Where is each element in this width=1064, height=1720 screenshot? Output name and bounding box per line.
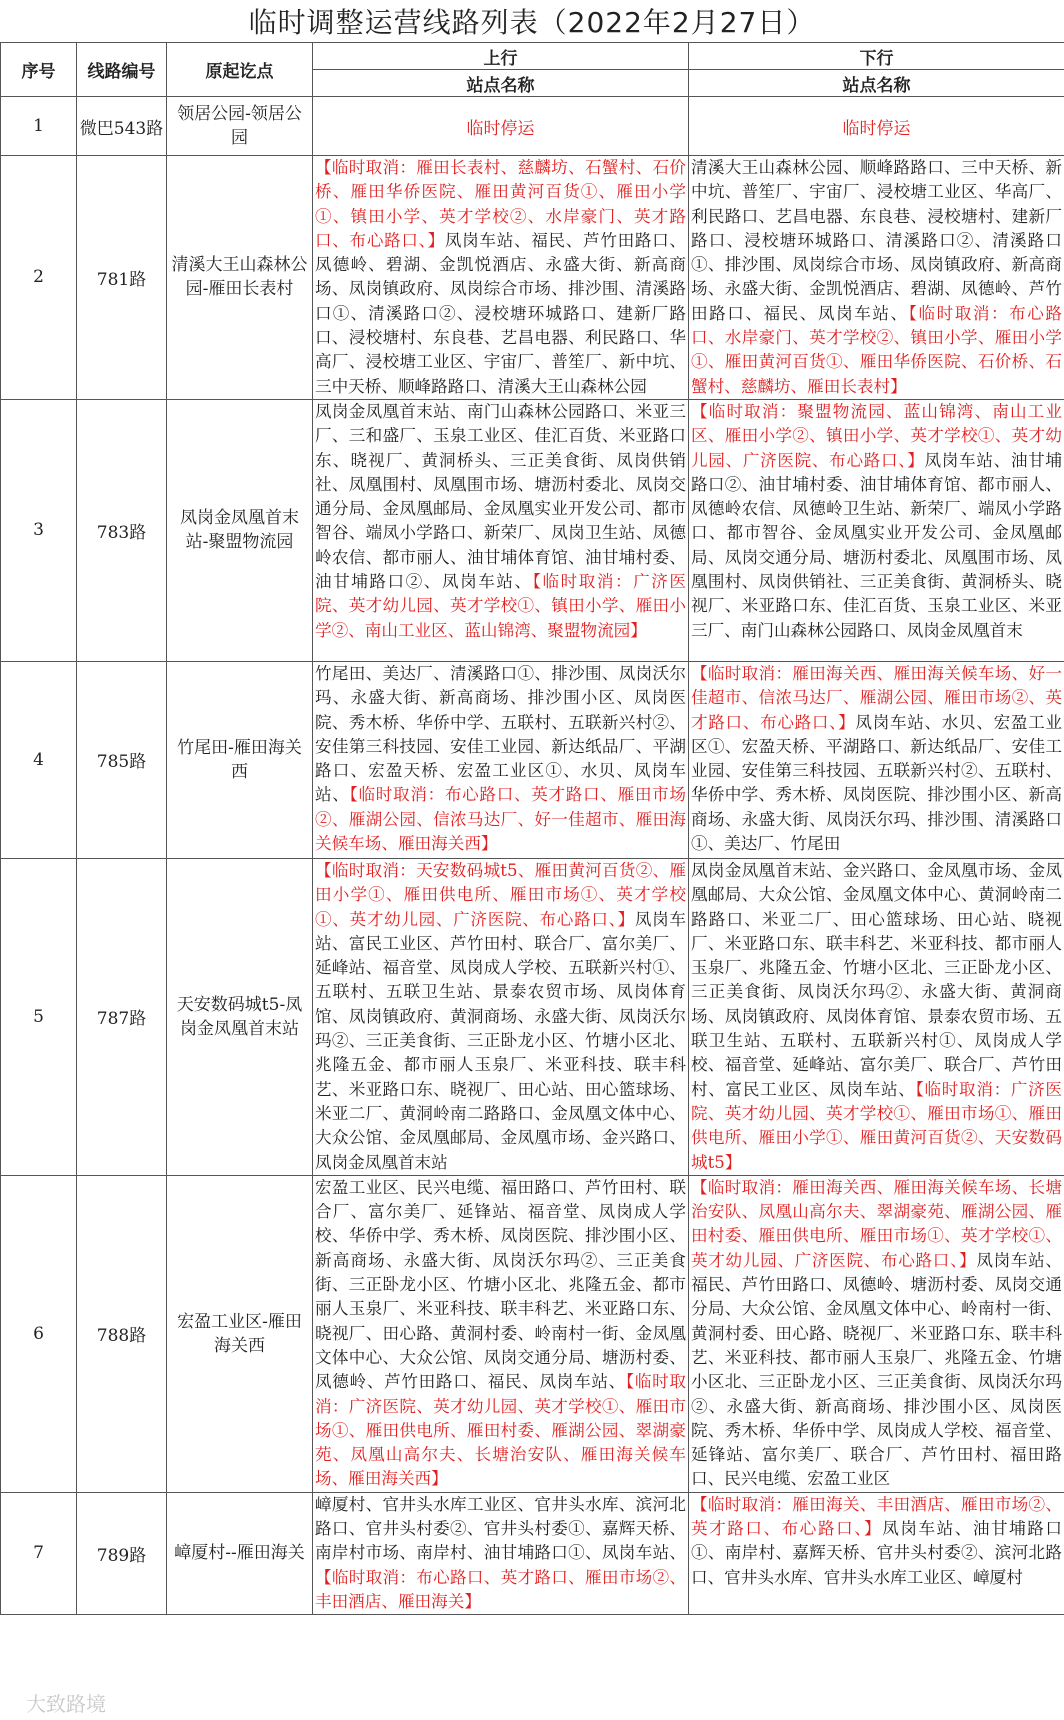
route-origin-destination: 清溪大王山森林公园-雁田长表村 bbox=[167, 156, 313, 400]
stop-list: 凤岗金凤凰首末站、南门山森林公园路口、米亚三厂、三和盛厂、玉泉工业区、佳汇百货、米亚路口东、晓视厂、黄洞桥头、三正美食街、凤岗供销社、凤凰围村、凤凰围市场、塘沥村委北、凤岗交通分局、金凤凰邮局、金凤凰实业开发公司、都市智谷、端凤小学路口、新荣厂、凤岗卫生站、凤德岭农信、都市丽人、油甘埔体育馆、油甘埔村委、油甘埔路口②、凤岗车站、 bbox=[315, 401, 686, 592]
stops-up bbox=[313, 156, 689, 400]
table-row bbox=[1, 858, 1064, 1175]
stops-up bbox=[313, 97, 689, 156]
cancelled-stops: 【临时取消：雁田长表村、慈麟坊、石蟹村、石价桥、雁田华侨医院、雁田黄河百货①、雁田小学①、镇田小学、英才学校②、水岸豪门、英才路口、布心路口、】 bbox=[315, 158, 686, 250]
stop-list: 凤岗金凤凰首末站、金兴路口、金凤凰市场、金凤凰邮局、大众公馆、金凤凰文体中心、黄洞岭南二路路口、米亚二厂、田心篮球场、田心站、晓视厂、米亚路口东、联丰科艺、米亚科技、都市丽人玉泉厂、兆隆五金、竹塘小区北、三正卧龙小区、三正美食街、凤岗沃尔玛②、永盛大街、黄洞商场、凤岗镇政府、凤岗体育馆、景泰农贸市场、五联卫生站、五联村、五联新兴村①、凤岗成人学校、福音堂、延峰站、富尔美厂、联合厂、芦竹田村、富民工业区、凤岗车站、 bbox=[691, 860, 1062, 1099]
header-down: 下行 bbox=[689, 43, 1064, 70]
route-code: 微巴543路 bbox=[77, 97, 167, 156]
stops-down bbox=[689, 661, 1064, 858]
stop-list: 宏盈工业区、民兴电缆、福田路口、芦竹田村、联合厂、富尔美厂、延锋站、福音堂、凤岗成人学校、华侨中学、秀木桥、凤岗医院、排沙围小区、新高商场、永盛大街、凤岗沃尔玛②、三正美食街、三正卧龙小区、竹塘小区北、兆隆五金、都市丽人玉泉厂、米亚科技、联丰科艺、米亚路口东、晓视厂、田心路、黄洞村委、岭南村一街、金凤凰文体中心、大众公馆、凤岗交通分局、塘沥村委、凤德岭、芦竹田路口、福民、凤岗车站、 bbox=[315, 1177, 686, 1392]
cancelled-stops: 【临时取消：布心路口、水岸豪门、英才学校②、镇田小学、雁田小学①、雁田黄河百货①、雁田华侨医院、石价桥、石蟹村、慈麟坊、雁田长表村】 bbox=[691, 303, 1062, 396]
cancelled-stops: 【临时取消：广济医院、英才幼儿园、英才学校①、雁田市场①、雁田供电所、雁田村委、雁湖公园、翠湖豪苑、凤凰山高尔夫、长塘治安队、雁田海关候车场、雁田海关西】 bbox=[315, 1372, 686, 1489]
route-code: 789路 bbox=[77, 1492, 167, 1614]
cancelled-stops: 【临时取消：布心路口、英才路口、雁田市场②、丰田酒店、雁田海关】 bbox=[315, 1567, 686, 1611]
stops-down bbox=[689, 858, 1064, 1175]
route-origin-destination: 竹尾田-雁田海关西 bbox=[167, 661, 313, 858]
stops-up bbox=[313, 1175, 689, 1492]
route-code: 788路 bbox=[77, 1175, 167, 1492]
header-up-stop-name: 站点名称 bbox=[313, 70, 689, 97]
row-index: 4 bbox=[1, 661, 77, 858]
cancelled-stops: 【临时取消：布心路口、英才路口、雁田市场②、雁湖公园、信浓马达厂、好一佳超市、雁田海关候车场、雁田海关西】 bbox=[315, 785, 686, 854]
row-index: 1 bbox=[1, 97, 77, 156]
route-code: 785路 bbox=[77, 661, 167, 858]
route-code: 781路 bbox=[77, 156, 167, 400]
route-origin-destination: 领居公园-领居公园 bbox=[167, 97, 313, 156]
stops-down bbox=[689, 1175, 1064, 1492]
route-table bbox=[0, 42, 1064, 1615]
header-index: 序号 bbox=[1, 43, 77, 97]
route-origin-destination: 宏盈工业区-雁田海关西 bbox=[167, 1175, 313, 1492]
route-code: 783路 bbox=[77, 399, 167, 661]
stops-down bbox=[689, 399, 1064, 661]
route-origin-destination: 嶂厦村--雁田海关 bbox=[167, 1492, 313, 1614]
stops-down bbox=[689, 97, 1064, 156]
row-index: 6 bbox=[1, 1175, 77, 1492]
watermark: 大致路境 bbox=[26, 1692, 106, 1716]
header-down-stop-name: 站点名称 bbox=[689, 70, 1064, 97]
stop-list: 凤岗车站、福民、芦竹田路口、凤德岭、碧湖、金凯悦酒店、永盛大街、新高商场、凤岗镇政府、凤岗综合市场、排沙围、清溪路口①、清溪路口②、浸校塘环城路口、建新厂路口、浸校塘村、东良巷、艺昌电器、利民路口、华高厂、浸校塘工业区、宇宙厂、普笙厂、新中坑、三中天桥、顺峰路路口、清溪大王山森林公园 bbox=[315, 230, 686, 396]
cancelled-stops: 【临时取消：广济医院、英才幼儿园、英才学校①、雁田市场①、雁田供电所、雁田小学①、雁田黄河百货②、天安数码城t5】 bbox=[691, 1079, 1062, 1172]
table-row bbox=[1, 97, 1064, 156]
header-od: 原起讫点 bbox=[167, 43, 313, 97]
row-index: 2 bbox=[1, 156, 77, 400]
route-code: 787路 bbox=[77, 858, 167, 1175]
cancelled-stops: 【临时取消：雁田海关西、雁田海关候车场、好一佳超市、信浓马达厂、雁湖公园、雁田市场②、英才路口、布心路口、】 bbox=[691, 663, 1062, 732]
stop-list: 清溪大王山森林公园、顺峰路路口、三中天桥、新中坑、普笙厂、宇宙厂、浸校塘工业区、华高厂、利民路口、艺昌电器、东良巷、浸校塘村、建新厂路口、浸校塘环城路口、清溪路口②、清溪路口①、排沙围、凤岗综合市场、凤岗镇政府、新高商场、永盛大街、金凯悦酒店、碧湖、凤德岭、芦竹田路口、福民、凤岗车站、 bbox=[691, 158, 1062, 323]
stop-list: 竹尾田、美达厂、清溪路口①、排沙围、凤岗沃尔玛、永盛大街、新高商场、排沙围小区、凤岗医院、秀木桥、华侨中学、五联村、五联新兴村②、安佳第三科技园、安佳工业园、新达纸品厂、平湖路口、宏盈天桥、宏盈工业区①、水贝、凤岗车站、 bbox=[315, 663, 686, 805]
header-up: 上行 bbox=[313, 43, 689, 70]
stops-down bbox=[689, 1492, 1064, 1614]
route-origin-destination: 凤岗金凤凰首末站-聚盟物流园 bbox=[167, 399, 313, 661]
table-row bbox=[1, 661, 1064, 858]
table-row bbox=[1, 399, 1064, 661]
stop-list: 凤岗车站、油甘埔路口②、油甘埔村委、油甘埔体育馆、都市丽人、凤德岭农信、凤德岭卫生站、新荣厂、端凤小学路口、都市智谷、金凤凰实业开发公司、金凤凰邮局、凤岗交通分局、塘沥村委北、凤凰围市场、凤凰围村、凤岗供销社、三正美食街、黄洞桥头、晓视厂、米亚路口东、佳汇百货、玉泉工业区、米亚三厂、南门山森林公园路口、凤岗金凤凰首末 bbox=[691, 450, 1063, 640]
route-rows bbox=[1, 97, 1064, 1615]
cancelled-stops: 【临时取消：聚盟物流园、蓝山锦湾、南山工业区、雁田小学②、镇田小学、英才学校①、英才幼儿园、广济医院、布心路口、】 bbox=[691, 401, 1062, 470]
cancelled-stops: 【临时取消：天安数码城t5、雁田黄河百货②、雁田小学①、雁田供电所、雁田市场①、英才学校①、英才幼儿园、广济医院、布心路口、】 bbox=[315, 860, 686, 929]
cancelled-stops: 【临时取消：雁田海关西、雁田海关候车场、长塘治安队、凤凰山高尔夫、翠湖豪苑、雁湖公园、雁田村委、雁田供电所、雁田市场①、英才学校①、英才幼儿园、广济医院、布心路口、】 bbox=[691, 1177, 1062, 1270]
stop-list: 凤岗车站、福民、芦竹田路口、凤德岭、塘沥村委、凤岗交通分局、大众公馆、金凤凰文体中心、岭南村一街、黄洞村委、田心路、晓视厂、米亚路口东、联丰科艺、米亚科技、都市丽人玉泉厂、兆隆五金、竹塘小区北、三正卧龙小区、三正美食街、凤岗沃尔玛②、永盛大街、新高商场、排沙围小区、凤岗医院、秀木桥、华侨中学、凤岗成人学校、福音堂、延锋站、富尔美厂、联合厂、芦竹田村、福田路口、民兴电缆、宏盈工业区 bbox=[691, 1250, 1063, 1489]
cancelled-stops: 【临时取消：广济医院、英才幼儿园、英才学校①、镇田小学、雁田小学②、南山工业区、蓝山锦湾、聚盟物流园】 bbox=[315, 572, 686, 640]
header-code: 线路编号 bbox=[77, 43, 167, 97]
row-index: 7 bbox=[1, 1492, 77, 1614]
stop-list: 凤岗车站、富民工业区、芦竹田村、联合厂、富尔美厂、延峰站、福音堂、凤岗成人学校、五联新兴村①、五联村、五联卫生站、景泰农贸市场、凤岗体育馆、凤岗镇政府、黄洞商场、永盛大街、凤岗沃尔玛②、三正美食街、三正卧龙小区、竹塘小区北、兆隆五金、都市丽人玉泉厂、米亚科技、联丰科艺、米亚路口东、晓视厂、田心站、田心篮球场、米亚二厂、黄洞岭南二路路口、金凤凰文体中心、大众公馆、金凤凰邮局、金凤凰市场、金兴路口、凤岗金凤凰首末站 bbox=[315, 909, 686, 1172]
table-row bbox=[1, 1175, 1064, 1492]
cancelled-stops: 【临时取消：雁田海关、丰田酒店、雁田市场②、英才路口、布心路口、】 bbox=[691, 1494, 1062, 1538]
route-origin-destination: 天安数码城t5-凤岗金凤凰首末站 bbox=[167, 858, 313, 1175]
page-title: 临时调整运营线路列表（2022年2月27日） bbox=[248, 6, 816, 39]
stops-up bbox=[313, 399, 689, 661]
stops-up bbox=[313, 661, 689, 858]
stop-list: 凤岗车站、油甘埔路口①、南岸村、嘉辉天桥、官井头村委②、滨河北路口、官井头水库、官井头水库工业区、嶂厦村 bbox=[691, 1518, 1062, 1587]
cancelled-stops: 临时停运 bbox=[842, 118, 911, 139]
row-index: 5 bbox=[1, 858, 77, 1175]
row-index: 3 bbox=[1, 399, 77, 661]
stop-list: 凤岗车站、水贝、宏盈工业区①、宏盈天桥、平湖路口、新达纸品厂、安佳工业园、安佳第三科技园、五联新兴村②、五联村、华侨中学、秀木桥、凤岗医院、排沙围小区、新高商场、永盛大街、凤岗沃尔玛、排沙围、清溪路口①、美达厂、竹尾田 bbox=[691, 712, 1063, 854]
stop-list: 嶂厦村、官井头水库工业区、官井头水库、滨河北路口、官井头村委②、官井头村委①、嘉辉天桥、南岸村市场、南岸村、油甘埔路口①、凤岗车站、 bbox=[315, 1494, 686, 1563]
stops-down bbox=[689, 156, 1064, 400]
stops-up bbox=[313, 858, 689, 1175]
stops-up bbox=[313, 1492, 689, 1614]
table-row bbox=[1, 156, 1064, 400]
table-row bbox=[1, 1492, 1064, 1614]
cancelled-stops: 临时停运 bbox=[466, 118, 535, 139]
